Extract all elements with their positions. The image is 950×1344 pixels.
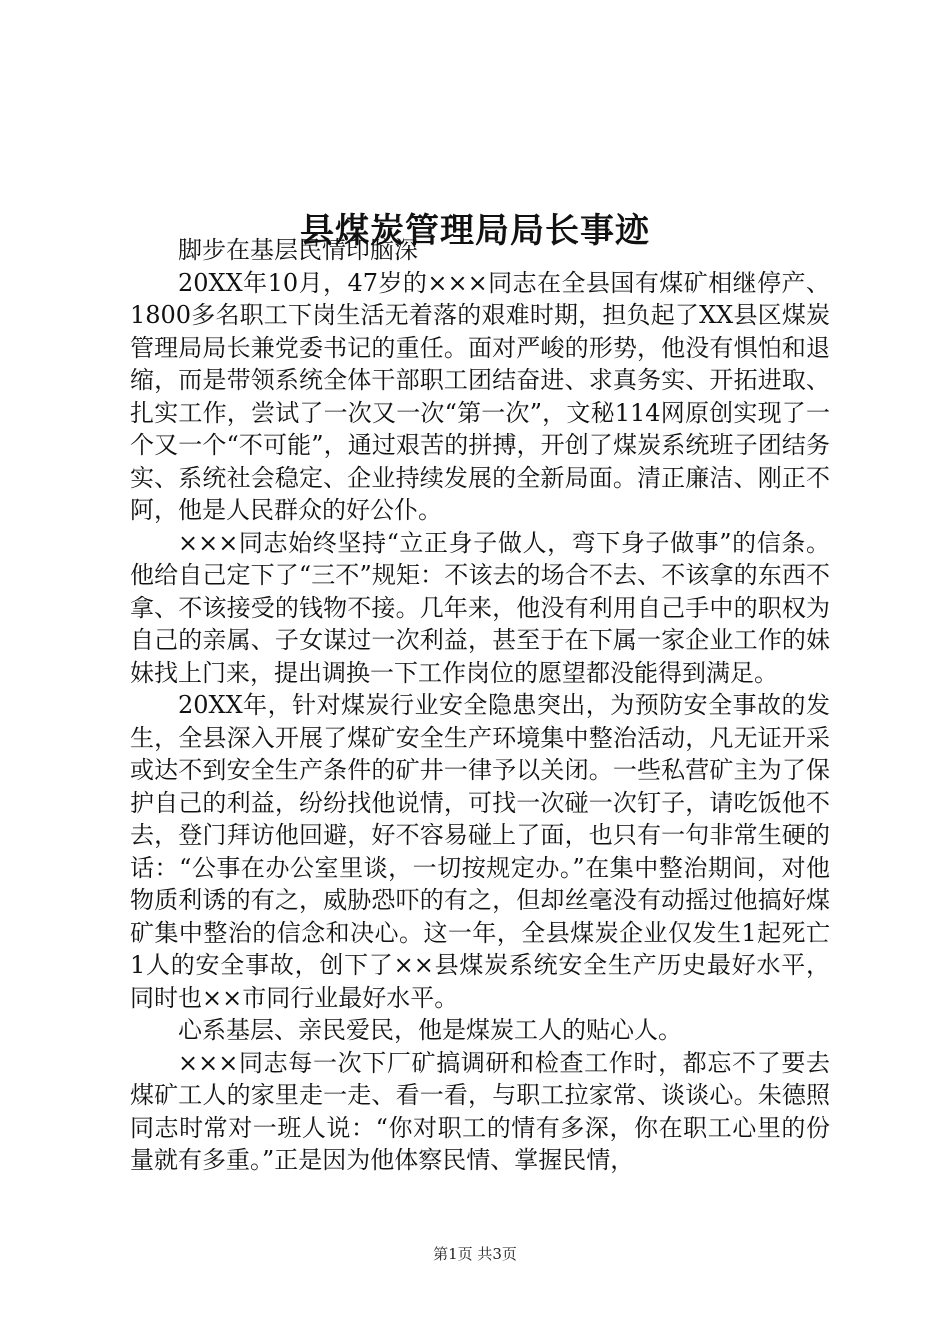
document-title: 县煤炭管理局局长事迹 (300, 210, 650, 251)
page-footer: 第1页 共3页 (433, 1245, 517, 1263)
paragraph-subheading: 心系基层、亲民爱民，他是煤炭工人的贴心人。 (178, 1016, 682, 1044)
paragraph: 20XX年10月，47岁的×××同志在全县国有煤矿相继停产、1800多名职工下岗生活无着落的艰难时期，担负起了XX县区煤炭管理局局长兼党委书记的重任。面对严峻的形势，他没有惧怕和退缩，而是带领系统全体干部职工团结奋进、求真务实、开拓进取、扎实工作，尝试了一次又一次“第一次”，文秘114网原创实现了一个又一个“不可能”，通过艰苦的拼搏，开创了煤炭系统班子团结务实、系统社会稳定、企业持续发展的全新局面。清正廉洁、刚正不阿，他是人民群众的好公仆。 (130, 268, 830, 524)
paragraph: ×××同志每一次下厂矿搞调研和检查工作时，都忘不了要去煤矿工人的家里走一走、看一看，与职工拉家常、谈谈心。朱德照同志时常对一班人说：“你对职工的情有多深，你在职工心里的份量就有多重。”正是因为他体察民情、掌握民情， (130, 1048, 830, 1174)
paragraph: ×××同志始终坚持“立正身子做人，弯下身子做事”的信条。他给自己定下了“三不”规矩：不该去的场合不去、不该拿的东西不拿、不该接受的钱物不接。几年来，他没有利用自己手中的职权为自己的亲属、子女谋过一次利益，甚至于在下属一家企业工作的妹妹找上门来，提出调换一下工作岗位的愿望都没能得到满足。 (130, 528, 830, 687)
paragraph: 20XX年，针对煤炭行业安全隐患突出，为预防安全事故的发生，全县深入开展了煤矿安全生产环境集中整治活动，凡无证开采或达不到安全生产条件的矿井一律予以关闭。一些私营矿主为了保护自己的利益，纷纷找他说情，可找一次碰一次钉子，请吃饭他不去，登门拜访他回避，好不容易碰上了面，也只有一句非常生硬的话：“公事在办公室里谈，一切按规定办。”在集中整治期间，对他物质利诱的有之，威胁恐吓的有之，但却丝毫没有动摇过他搞好煤矿集中整治的信念和决心。这一年，全县煤炭企业仅发生1起死亡1人的安全事故，创下了××县煤炭系统安全生产历史最好水平，同时也××市同行业最好水平。 (130, 691, 830, 1012)
paragraph-subheading: 脚步在基层民情印脑深 (178, 236, 418, 264)
document-body (130, 234, 830, 1177)
